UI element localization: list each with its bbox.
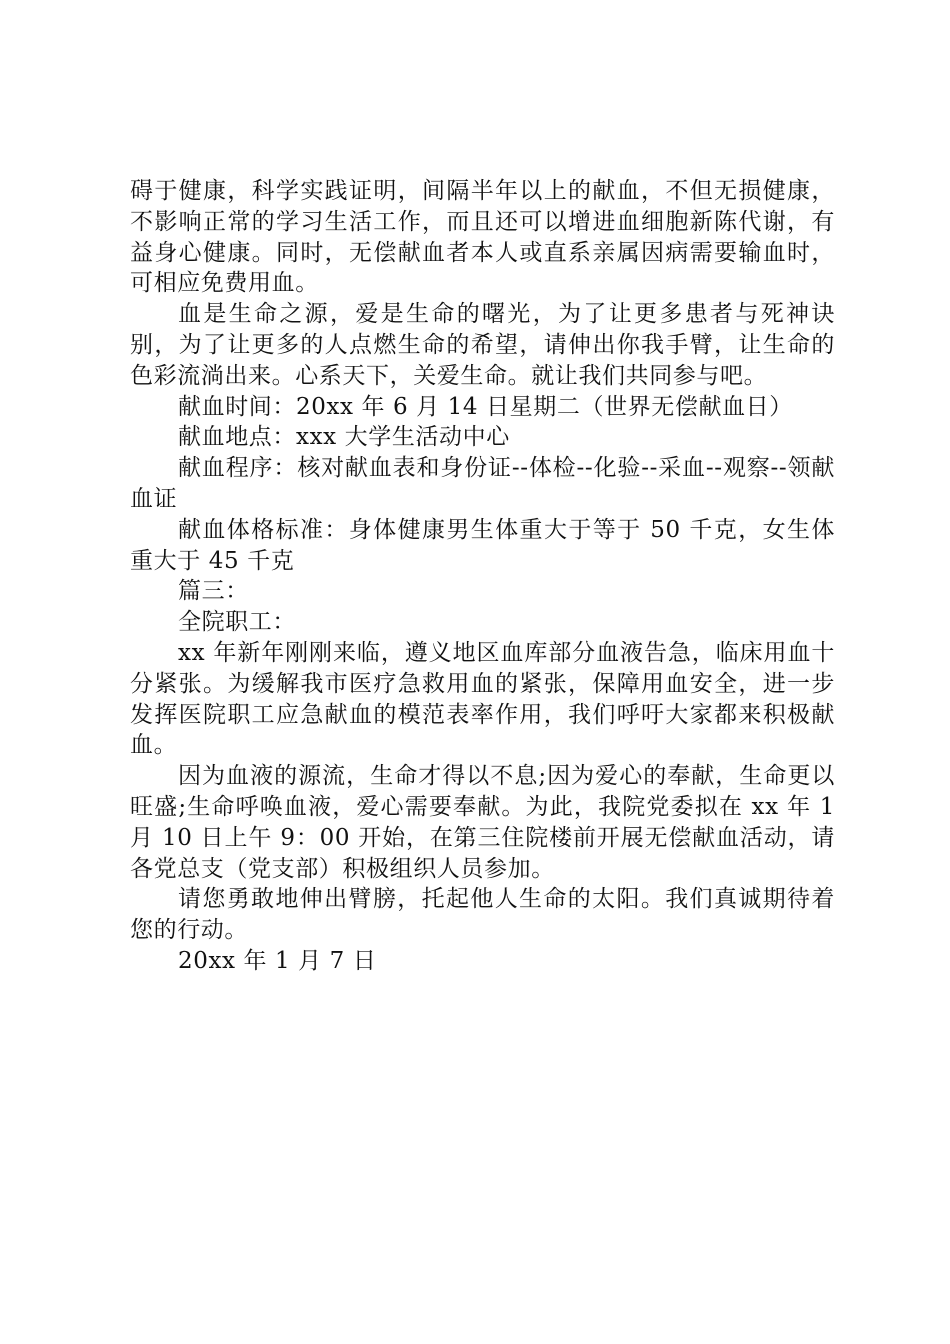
donation-physical-standard: 献血体格标准：身体健康男生体重大于等于 50 千克，女生体重大于 45 千克: [130, 516, 835, 574]
salutation: 全院职工：: [178, 609, 296, 636]
donation-procedure: 献血程序：核对献血表和身份证--体检--化验--采血--观察--领献血证: [130, 455, 835, 512]
paragraph-health-benefits: 碍于健康，科学实践证明，间隔半年以上的献血，不但无损健康，不影响正常的学习生活工作，而且还可以增进血细胞新陈代谢，有益身心健康。同时，无偿献血者本人或直系亲属因病需要输血时，可相应免费用血。: [130, 178, 835, 297]
paragraph-event-announcement: 因为血液的源流，生命才得以不息;因为爱心的奉献，生命更以旺盛;生命呼唤血液，爱心需要奉献。为此，我院党委拟在 xx 年 1 月 10 日上午 9：00 开始，在第三住院楼前开展无偿献血活动，请各党总支（党支部）积极组织人员参加。: [130, 763, 835, 882]
paragraph-blood-shortage: xx 年新年刚刚来临，遵义地区血库部分血液告急，临床用血十分紧张。为缓解我市医疗急救用血的紧张，保障用血安全，进一步发挥医院职工应急献血的模范表率作用，我们呼吁大家都来积极献血。: [130, 639, 835, 759]
document-body: [130, 176, 835, 977]
section-heading: 篇三：: [178, 578, 249, 605]
document-date: 20xx 年 1 月 7 日: [178, 947, 377, 974]
donation-time: 献血时间：20xx 年 6 月 14 日星期二（世界无偿献血日）: [178, 393, 793, 420]
donation-location: 献血地点：xxx 大学生活动中心: [178, 424, 510, 451]
paragraph-closing: 请您勇敢地伸出臂膀，托起他人生命的太阳。我们真诚期待着您的行动。: [130, 886, 835, 944]
paragraph-appeal: 血是生命之源，爱是生命的曙光，为了让更多患者与死神诀别，为了让更多的人点燃生命的希望，请伸出你我手臂，让生命的色彩流淌出来。心系天下，关爱生命。就让我们共同参与吧。: [130, 301, 835, 389]
